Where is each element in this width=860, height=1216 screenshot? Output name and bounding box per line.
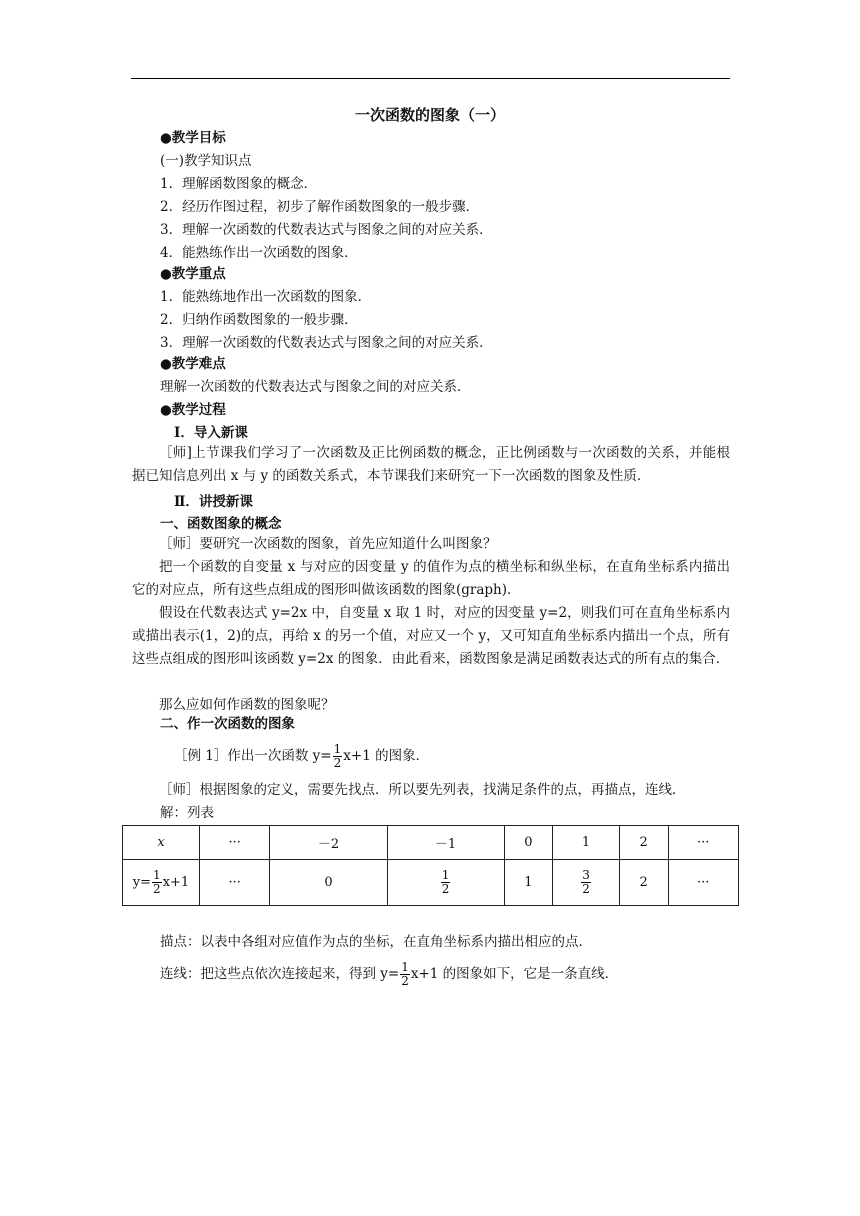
table-cell: ··· xyxy=(668,826,739,860)
goal-item: 4．能熟练作出一次函数的图象． xyxy=(160,245,358,261)
fraction-cell: $\frac{3}{2}$ xyxy=(582,868,590,896)
how-text: 那么应如何作函数的图象呢？ xyxy=(159,697,335,713)
table-cell: ··· xyxy=(200,826,270,860)
intro-paragraph xyxy=(132,442,730,488)
table-cell: 2 xyxy=(619,826,668,860)
example1-suffix: x+1 的图象． xyxy=(343,748,430,764)
table-cell: x xyxy=(123,826,200,860)
section2-heading: 二、作一次函数的图象 xyxy=(160,716,295,732)
goal-item: 1．理解函数图象的概念． xyxy=(160,176,318,192)
plot-step: 描点：以表中各组对应值作为点的坐标，在直角坐标系内描出相应的点． xyxy=(160,934,592,950)
paragraph-definition xyxy=(132,556,730,602)
difficulty-heading: ●教学难点 xyxy=(160,356,226,372)
table-cell xyxy=(553,860,619,906)
table-cell: ··· xyxy=(200,860,270,906)
goals-heading: ●教学目标 xyxy=(160,130,226,146)
example1-line xyxy=(174,743,429,770)
example-y2x-text: 假设在代数表达式 y=2x 中，自变量 x 取 1 时，对应的因变量 y=2，则我们可在直角坐标系内或描出表示(1，2)的点，再给 x 的另一个值，对应又一个 y，又可知直角坐标系内描出一个点，所有这些点组成的图形叫该函数 y=2x 的图象．由此看来，函数图象是满足函数表达式的所有点的集合． xyxy=(132,605,730,667)
keypoint-item: 1．能熟练地作出一次函数的图象． xyxy=(160,289,372,305)
keypoints-heading: ●教学重点 xyxy=(160,266,226,282)
table-cell: 0 xyxy=(270,860,387,906)
paragraph-example-y2x xyxy=(132,602,730,671)
connect-prefix: 连线：把这些点依次连接起来，得到 y= xyxy=(160,966,400,982)
paragraph-question xyxy=(132,533,730,556)
method-text: ［师］根据图象的定义，需要先找点．所以要先列表，找满足条件的点，再描点，连线． xyxy=(159,782,686,798)
goal-item: 3．理解一次函数的代数表达式与图象之间的对应关系． xyxy=(160,222,493,238)
fraction-one-half xyxy=(333,743,343,770)
fraction-one-half: $\frac{1}{2}$ xyxy=(401,960,409,988)
table-row xyxy=(123,860,739,906)
value-table xyxy=(122,825,739,906)
fraction-numerator: 1 xyxy=(333,742,342,756)
intro-text: ［师]上节课我们学习了一次函数及正比例函数的概念，正比例函数与一次函数的关系，并能根据已知信息列出 x 与 y 的函数关系式，本节课我们来研究一下一次函数的图象及性质． xyxy=(132,445,730,484)
table-cell: －2 xyxy=(270,826,387,860)
keypoint-item: 3．理解一次函数的代数表达式与图象之间的对应关系． xyxy=(160,335,493,351)
goal-item: 2．经历作图过程，初步了解作函数图象的一般步骤． xyxy=(160,199,480,215)
connect-step xyxy=(160,961,618,988)
fraction-denominator: 2 xyxy=(333,756,342,770)
table-cell: 0 xyxy=(504,826,553,860)
keypoint-item: 2．归纳作函数图象的一般步骤． xyxy=(160,312,358,328)
connect-suffix: x+1 的图象如下，它是一条直线． xyxy=(410,966,619,982)
definition-text: 把一个函数的自变量 x 与对应的因变量 y 的值作为点的横坐标和纵坐标，在直角坐标系内描出它的对应点，所有这些点组成的图形叫做该函数的图象(graph)． xyxy=(132,559,730,598)
page-title: 一次函数的图象（一） xyxy=(354,106,505,124)
paragraph-how xyxy=(132,694,730,717)
table-cell xyxy=(387,860,504,906)
part1-heading: Ⅰ．导入新课 xyxy=(174,425,248,441)
process-heading: ●教学过程 xyxy=(160,402,226,418)
table-row xyxy=(123,826,739,860)
difficulty-text: 理解一次函数的代数表达式与图象之间的对应关系． xyxy=(160,379,471,395)
section1-heading: 一、函数图象的概念 xyxy=(160,516,282,532)
table-cell: ··· xyxy=(668,860,739,906)
solution-label: 解：列表 xyxy=(160,805,214,821)
table-cell: 1 xyxy=(504,860,553,906)
table-cell-label: y= $\frac{1}{2}$ x+1 xyxy=(123,860,200,906)
question-text: ［师］要研究一次函数的图象，首先应知道什么叫图象？ xyxy=(159,536,497,552)
header-rule xyxy=(131,78,730,79)
part2-heading: Ⅱ．讲授新课 xyxy=(174,494,253,510)
goals-sub: (一)教学知识点 xyxy=(160,153,252,169)
example1-prefix: ［例 1］作出一次函数 y= xyxy=(174,748,332,764)
table-cell: 1 xyxy=(553,826,619,860)
table-cell: 2 xyxy=(619,860,668,906)
fraction-cell: $\frac{1}{2}$ xyxy=(441,868,450,896)
paragraph-method xyxy=(132,779,730,802)
table-cell: －1 xyxy=(387,826,504,860)
